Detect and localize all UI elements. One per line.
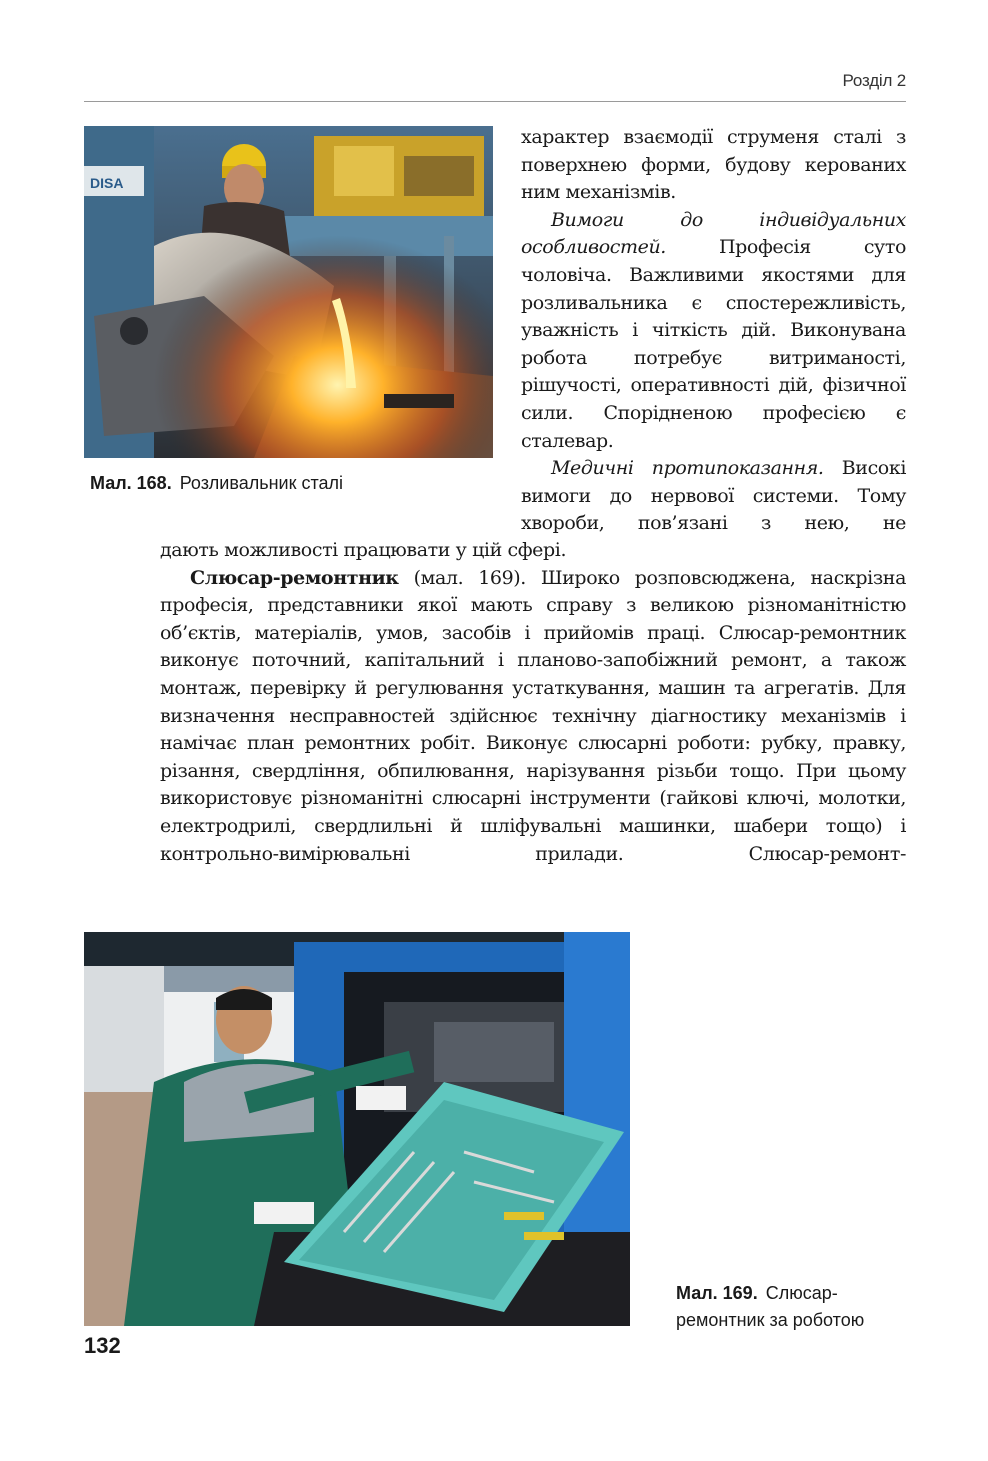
paragraph-3 <box>521 455 906 538</box>
figure-169-photo <box>84 932 630 1326</box>
paragraph-2-text: Професія суто чоловіча. Важливими якостями для розливальника є спостережливість, уважність і чіткість дій. Виконувана робота потребує витриманості, рішучості, оперативності дій, фізичної сили. Спорідненою професією є сталевар. <box>521 236 906 452</box>
header-rule <box>84 101 906 102</box>
right-column-text <box>521 124 906 538</box>
figure-168-photo <box>84 126 493 458</box>
page-number: 132 <box>84 1333 121 1358</box>
figure-169-caption <box>676 1280 916 1334</box>
paragraph-4-term: Слюсар-ремонтник <box>190 566 399 589</box>
paragraph-3-continuation <box>160 537 906 565</box>
header-section-title: Розділ 2 <box>842 71 906 90</box>
figure-169-caption-line-2: ремонтник за роботою <box>676 1310 865 1330</box>
paragraph-2-emphasis: Вимоги до індивідуальних особливостей. <box>521 208 906 259</box>
paragraph-4 <box>160 565 906 869</box>
paragraph-1-text: характер взаємодії струменя сталі з поверхнею форми, будову керованих ним механізмів. <box>521 126 906 204</box>
figure-169-caption-text-1: Слюсар- <box>765 1283 838 1303</box>
figure-168-caption-text: Розливальник сталі <box>179 473 344 493</box>
paragraph-3-emphasis: Медичні протипоказання. <box>551 457 824 480</box>
paragraph-2 <box>521 207 906 455</box>
paragraph-1 <box>521 124 906 207</box>
full-width-text <box>160 537 906 868</box>
figure-168-label: Мал. 168. <box>90 473 172 493</box>
paragraph-3-text: Високі вимоги до нервової системи. Тому хвороби, пов’язані з нею, не <box>521 457 906 535</box>
figure-168-caption <box>90 471 490 496</box>
paragraph-4-text: (мал. 169). Широко розповсюджена, наскрізна професія, представники якої мають справу з великою різноманітністю об’єктів, матеріалів, умов, засобів і прийомів праці. Слюсар-ремонтник виконує поточний, капітальний і планово-запобіжний ремонт, а також монтаж, перевірку й регулювання устаткування, машин та агрегатів. Для визначення несправностей здійснює технічну діагностику механізмів і намічає план ремонтних робіт. Виконує слюсарні роботи: рубку, правку, різання, свердління, обпилювання, нарізування різьби тощо. При цьому використовує різноманітні слюсарні інструменти (гайкові ключі, молотки, електродрилі, свердлильні й шліфувальні машинки, шабери тощо) і контрольно-вимірювальні прилади. Слюсар-ремонт- <box>160 566 906 865</box>
figure-169-label: Мал. 169. <box>676 1283 758 1303</box>
paragraph-3-continuation-text: дають можливості працювати у цій сфері. <box>160 539 567 561</box>
figure-169-caption-line-1 <box>676 1280 916 1307</box>
